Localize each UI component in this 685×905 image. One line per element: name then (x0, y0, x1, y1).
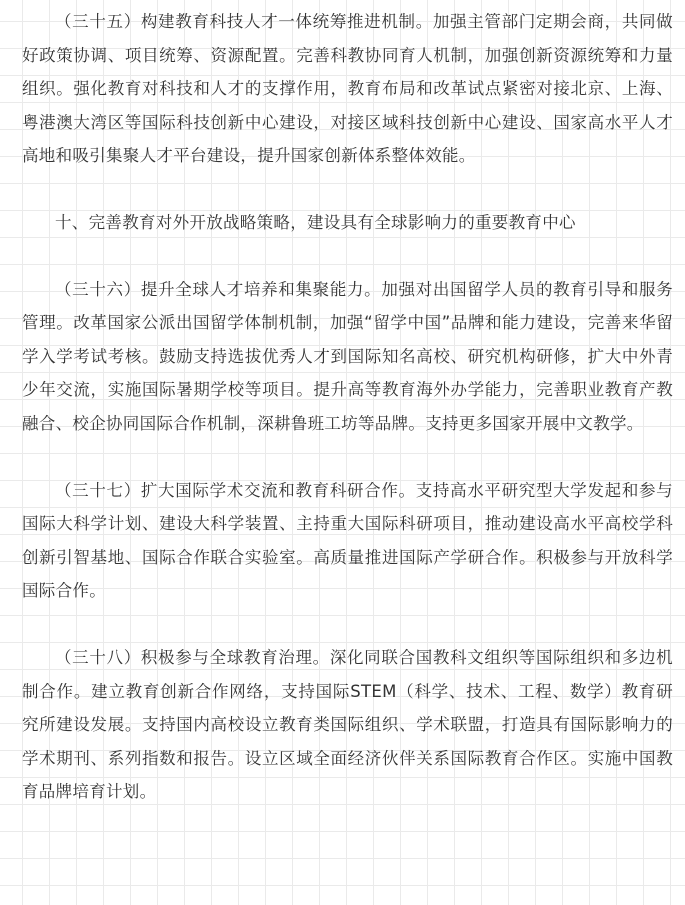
paragraph-item-37: （三十七）扩大国际学术交流和教育科研合作。支持高水平研究型大学发起和参与国际大科学计划、建设大科学装置、主持重大国际科研项目，推动建设高水平高校学科创新引智基地、国际合作联合实验室。高质量推进国际产学研合作。积极参与开放科学国际合作。 (22, 480, 673, 601)
paragraph-item-36: （三十六）提升全球人才培养和集聚能力。加强对出国留学人员的教育引导和服务管理。改革国家公派出国留学体制机制，加强“留学中国”品牌和能力建设，完善来华留学入学考试考核。鼓励支持选拔优秀人才到国际知名高校、研究机构研修，扩大中外青少年交流，实施国际暑期学校等项目。提升高等教育海外办学能力，完善职业教育产教融合、校企协同国际合作机制，深耕鲁班工坊等品牌。支持更多国家开展中文教学。 (22, 279, 673, 433)
paragraph-item-35: （三十五）构建教育科技人才一体统筹推进机制。加强主管部门定期会商，共同做好政策协调、项目统筹、资源配置。完善科教协同育人机制，加强创新资源统筹和力量组织。强化教育对科技和人才的支撑作用，教育布局和改革试点紧密对接北京、上海、粤港澳大湾区等国际科技创新中心建设，对接区域科技创新中心建设、国家高水平人才高地和吸引集聚人才平台建设，提升国家创新体系整体效能。 (22, 12, 673, 166)
section-heading-10: 十、完善教育对外开放战略策略，建设具有全球影响力的重要教育中心 (55, 212, 576, 232)
paragraph-item-38: （三十八）积极参与全球教育治理。深化同联合国教科文组织等国际组织和多边机制合作。建立教育创新合作网络，支持国际STEM（科学、技术、工程、数学）教育研究所建设发展。支持国内高校设立教育类国际组织、学术联盟，打造具有国际影响力的学术期刊、系列指数和报告。设立区域全面经济伙伴关系国际教育合作区。实施中国教育品牌培育计划。 (22, 647, 673, 802)
